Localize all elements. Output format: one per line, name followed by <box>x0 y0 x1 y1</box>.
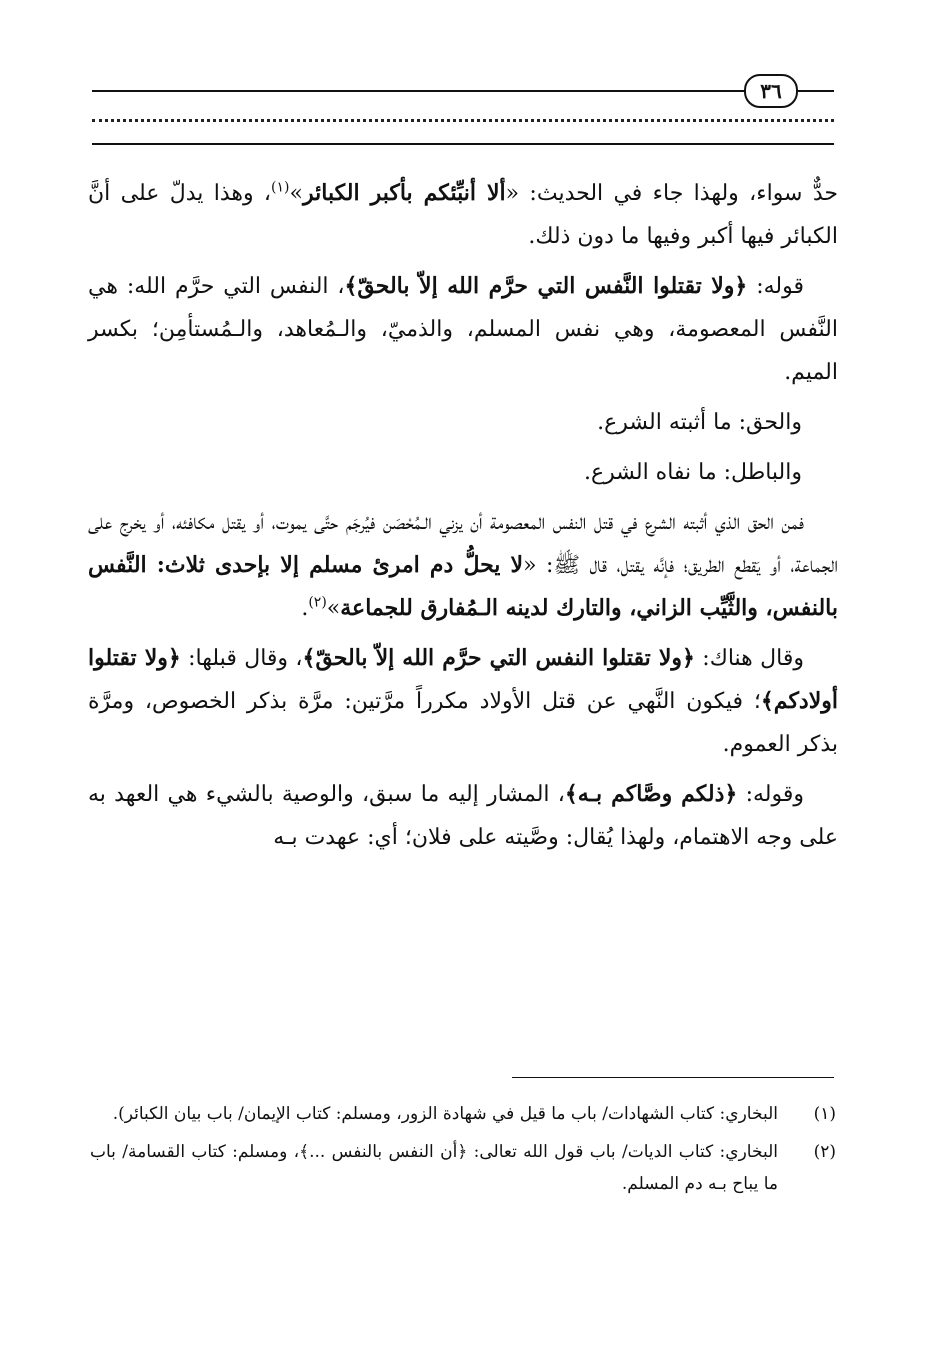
text: قوله: <box>747 274 804 299</box>
text: ، النفس التي حرَّم الله: هي النَّفس المعصومة، وهي نفس المسلم، والذميّ، والـمُعاهد، والـمُستأمِن؛ بكسر الميم. <box>88 274 838 385</box>
text: » <box>326 596 341 621</box>
text: . <box>301 596 309 621</box>
header-dotted-rule <box>92 119 834 122</box>
footnote-separator <box>512 1077 834 1078</box>
paragraph-5 <box>88 501 838 630</box>
text: حدٌّ سواء، ولهذا جاء في الحديث: « <box>505 181 838 206</box>
footnote-number: (٢) <box>813 1142 836 1162</box>
paragraph-6 <box>88 637 838 766</box>
paragraph-4 <box>88 451 838 494</box>
text: ، المشار إليه ما سبق، والوصية بالشيء هي العهد به على وجه الاهتمام، ولهذا يُقال: وصَّيته على فلان؛ أي: عهدت بـه <box>88 782 838 850</box>
paragraph-1 <box>88 172 838 258</box>
footnotes <box>90 1098 836 1206</box>
page-number: ٣٦ <box>744 74 798 108</box>
header-rule-bottom <box>92 143 834 145</box>
text: » <box>289 181 303 206</box>
paragraph-2 <box>88 265 838 394</box>
text: ، وقال قبلها: <box>180 646 303 671</box>
quran-quote: ﴿ولا تقتلوا النَّفس التي حرَّم الله إلاّ بالحقّ﴾ <box>344 273 748 299</box>
paragraph-7 <box>88 773 838 859</box>
footnote-1 <box>90 1098 836 1130</box>
text: وقال هناك: <box>694 646 804 671</box>
footnote-ref-2: (٢) <box>308 594 327 611</box>
footnote-text: البخاري: كتاب الديات/ باب قول الله تعالى: ﴿أن النفس بالنفس ...﴾، ومسلم: كتاب القسامة/ باب ما يباح بـه دم المسلم. <box>90 1142 778 1194</box>
quran-quote: ﴿ذلكم وصَّاكم بـه﴾ <box>564 781 738 807</box>
text: ، وهذا يدلّ على أنَّ الكبائر فيها أكبر وفيها ما دون ذلك. <box>88 181 838 249</box>
footnote-2 <box>90 1136 836 1200</box>
quran-quote: ﴿ولا تقتلوا أولادكم﴾ <box>88 645 838 714</box>
text: وقوله: <box>737 782 804 807</box>
text: ؛ فيكون النَّهي عن قتل الأولاد مكرراً مرَّتين: مرَّة بذكر الخصوص، ومرَّة بذكر العموم. <box>88 689 838 757</box>
text: والحق: ما أثبته الشرع. <box>597 410 802 435</box>
footnote-number: (١) <box>813 1104 836 1124</box>
paragraph-3 <box>88 401 838 444</box>
quran-quote: ﴿ولا تقتلوا النفس التي حرَّم الله إلاّ بالحقّ﴾ <box>302 645 695 671</box>
body-text <box>88 172 838 866</box>
footnote-ref-1: (١) <box>271 179 290 196</box>
header-rule-top <box>92 90 834 92</box>
text: والباطل: ما نفاه الشرع. <box>583 460 802 485</box>
hadith-quote: ألا أنبِّئكم بأكبر الكبائر <box>302 180 506 206</box>
footnote-text: البخاري: كتاب الشهادات/ باب ما قيل في شهادة الزور، ومسلم: كتاب الإيمان/ باب بيان الكبائر). <box>112 1104 778 1124</box>
hadith-quote: لا يحلُّ دم امرئ مسلم إلا بإحدى ثلاث: النَّفس بالنفس، والثَّيِّب الزاني، والتارك لدينه الـمُفارق للجماعة <box>88 552 838 621</box>
text: فمن الحق الذي أثبته الشرع في قتل النفس المعصومة أن يزني الـمُحْصَن فيُرجَم حتَّى يموت، أو يقتل مكافئه، أو يخرج على الجماعة، أو يَقطع الطريق؛ فإنَّه يقتل، قال ﷺ: « <box>88 510 838 578</box>
